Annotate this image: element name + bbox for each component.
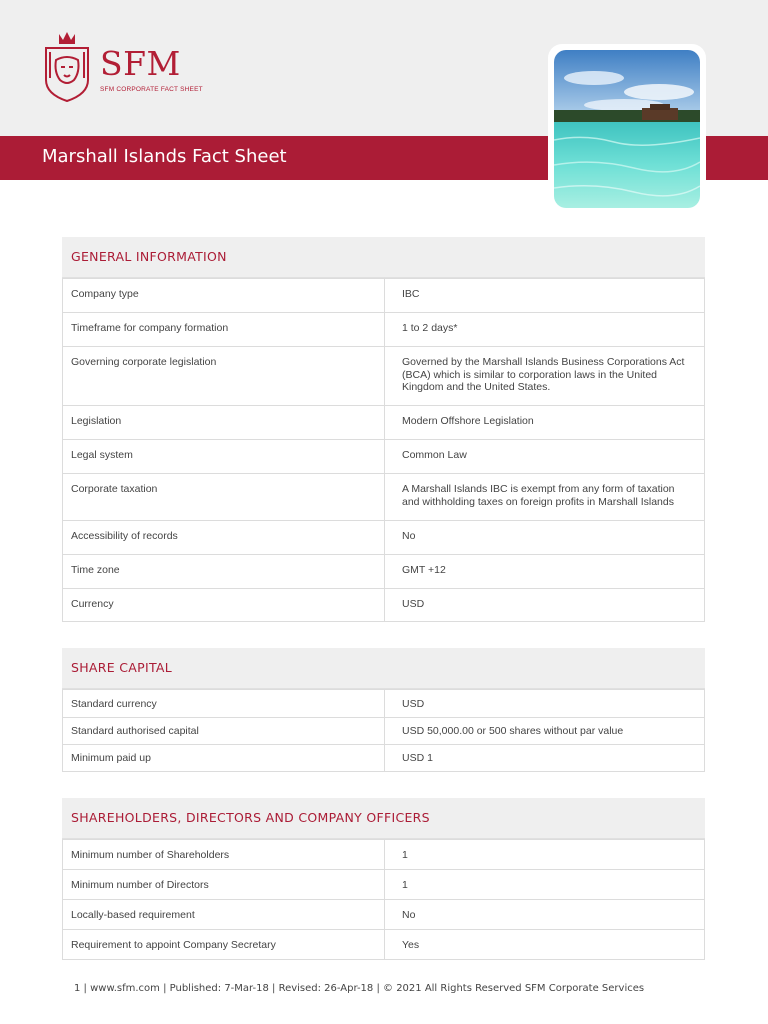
section-heading: SHARE CAPITAL [62,648,705,689]
table-row [63,690,705,718]
section-shareholders-directors [62,798,705,960]
table-row [63,718,705,745]
row-value: Modern Offshore Legislation [385,406,705,440]
table-row [63,745,705,772]
table-row [63,589,705,622]
table-row [63,870,705,900]
row-value: 1 [385,840,705,870]
share-capital-table [62,689,705,772]
row-value: Governed by the Marshall Islands Business Corporations Act (BCA) which is similar to corporation laws in the United Kingdom and the United States. [385,347,705,406]
row-value: USD [385,589,705,622]
row-label: Requirement to appoint Company Secretary [63,930,385,960]
row-label: Accessibility of records [63,521,385,555]
table-row [63,440,705,474]
row-value: No [385,900,705,930]
row-label: Standard currency [63,690,385,718]
section-share-capital [62,648,705,772]
row-value: USD [385,690,705,718]
row-label: Corporate taxation [63,474,385,521]
row-value: IBC [385,279,705,313]
row-value: No [385,521,705,555]
sfm-logo [42,30,202,104]
row-value: Yes [385,930,705,960]
row-label: Minimum paid up [63,745,385,772]
row-label: Legal system [63,440,385,474]
row-label: Time zone [63,555,385,589]
table-row [63,279,705,313]
table-row [63,840,705,870]
row-label: Minimum number of Shareholders [63,840,385,870]
table-row [63,930,705,960]
table-row [63,313,705,347]
row-label: Standard authorised capital [63,718,385,745]
general-info-table [62,278,705,622]
table-row [63,474,705,521]
table-row [63,900,705,930]
island-photo [548,44,706,214]
logo-subtitle: SFM CORPORATE FACT SHEET [100,86,203,93]
row-label: Company type [63,279,385,313]
shareholders-table [62,839,705,960]
table-row [63,555,705,589]
row-value: USD 1 [385,745,705,772]
lion-crest-icon [42,30,92,102]
row-value: Common Law [385,440,705,474]
row-value: USD 50,000.00 or 500 shares without par value [385,718,705,745]
row-label: Legislation [63,406,385,440]
logo-wordmark: SFM [100,44,181,83]
row-value: GMT +12 [385,555,705,589]
table-row [63,521,705,555]
section-heading: SHAREHOLDERS, DIRECTORS AND COMPANY OFFICERS [62,798,705,839]
row-value: 1 [385,870,705,900]
page-footer: 1 | www.sfm.com | Published: 7-Mar-18 | Revised: 26-Apr-18 | © 2021 All Rights Reserved SFM Corporate Services [74,983,645,994]
row-label: Timeframe for company formation [63,313,385,347]
section-general-information [62,237,705,622]
row-label: Minimum number of Directors [63,870,385,900]
page-title: Marshall Islands Fact Sheet [42,146,287,167]
section-heading: GENERAL INFORMATION [62,237,705,278]
row-label: Locally-based requirement [63,900,385,930]
row-label: Governing corporate legislation [63,347,385,406]
table-row [63,406,705,440]
row-value: 1 to 2 days* [385,313,705,347]
row-label: Currency [63,589,385,622]
table-row [63,347,705,406]
row-value: A Marshall Islands IBC is exempt from any form of taxation and withholding taxes on foreign profits in Marshall Islands [385,474,705,521]
